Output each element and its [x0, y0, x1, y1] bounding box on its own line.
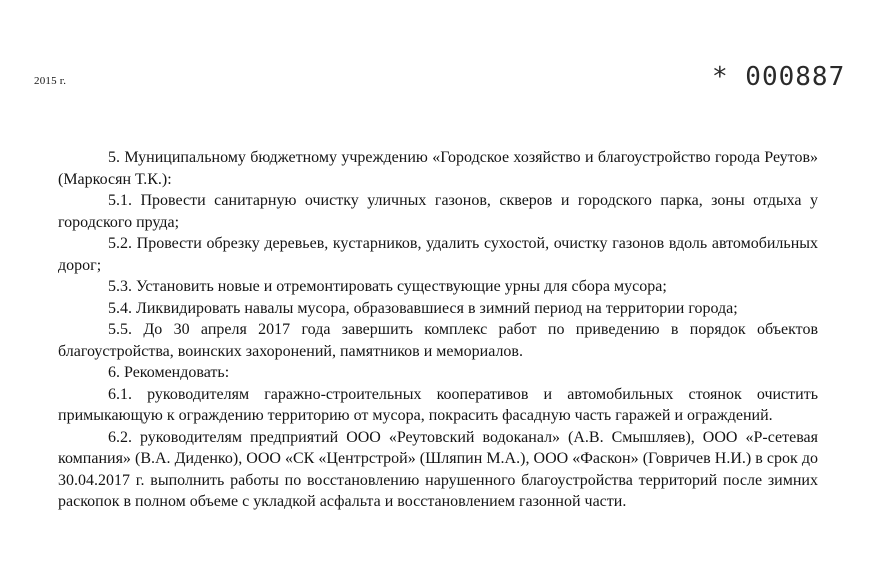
paragraph-6-1: 6.1. руководителям гаражно-строительных кооперативов и автомобильных стоянок очистить примыкающую к ограждению территорию от мусора, покрасить фасадную часть гаражей и ограждений.	[58, 385, 818, 424]
paragraph-5-4: 5.4. Ликвидировать навалы мусора, образовавшиеся в зимний период на территории города;	[108, 299, 738, 317]
paragraph-5-2: 5.2. Провести обрезку деревьев, кустарников, удалить сухостой, очистку газонов вдоль автомобильных дорог;	[58, 235, 818, 274]
paragraph-5-3: 5.3. Установить новые и отремонтировать существующие урны для сбора мусора;	[108, 278, 667, 295]
paragraph-5-5: 5.5. До 30 апреля 2017 года завершить комплекс работ по приведению в порядок объектов благоустройства, воинских захоронений, памятников и мемориалов.	[58, 321, 818, 360]
document-body	[58, 147, 818, 513]
paragraph-6-2: 6.2. руководителям предприятий ООО «Реутовский водоканал» (А.В. Смышляев), ООО «Р-сетевая компания» (В.А. Диденко), ООО «СК «Центрстрой» (Шляпин М.А.), ООО «Фаскон» (Говричев Н.И.) в срок до 30.04.2017 г. выполнить работы по восстановлению нарушенного благоустройства территорий после зимних раскопок в полном объеме с укладкой асфальта и восстановлением газонной части.	[58, 428, 818, 510]
paragraph-6: 6. Рекомендовать:	[108, 364, 230, 381]
document-number: * 000887	[712, 62, 846, 92]
paragraph-5-1: 5.1. Провести санитарную очистку уличных газонов, скверов и городского парка, зоны отдыха у городского пруда;	[58, 192, 818, 231]
paragraph-5: 5. Муниципальному бюджетному учреждению «Городское хозяйство и благоустройство города Реутов» (Маркосян Т.К.):	[58, 149, 818, 188]
year-mark: 2015 г.	[34, 75, 67, 87]
